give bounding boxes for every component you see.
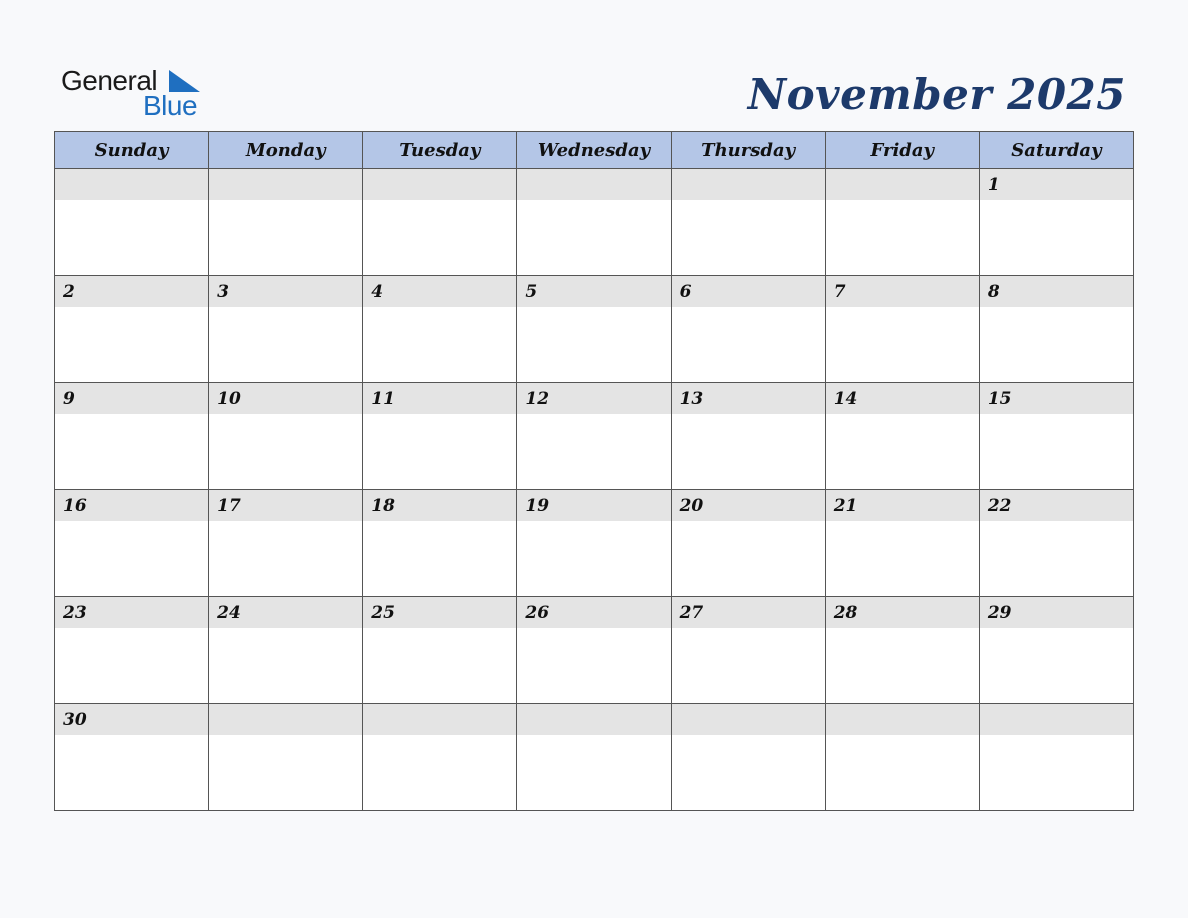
day-cell bbox=[979, 597, 1133, 704]
day-band bbox=[363, 276, 516, 307]
day-band bbox=[672, 383, 825, 414]
day-number: 9 bbox=[63, 389, 75, 409]
day-cell bbox=[517, 597, 671, 704]
day-cell bbox=[979, 276, 1133, 383]
day-band bbox=[363, 704, 516, 735]
day-number: 17 bbox=[217, 496, 241, 516]
day-band bbox=[826, 704, 979, 735]
weekday-monday: Monday bbox=[209, 132, 363, 169]
day-band bbox=[672, 276, 825, 307]
day-number: 27 bbox=[679, 603, 704, 623]
day-number: 22 bbox=[987, 496, 1012, 516]
day-cell bbox=[979, 490, 1133, 597]
day-cell bbox=[517, 490, 671, 597]
page-title: November 2025 bbox=[747, 70, 1126, 119]
day-number: 21 bbox=[833, 496, 858, 516]
weekday-friday: Friday bbox=[825, 132, 979, 169]
day-band bbox=[672, 704, 825, 735]
day-cell bbox=[363, 490, 517, 597]
day-cell bbox=[209, 169, 363, 276]
day-cell bbox=[671, 597, 825, 704]
day-cell bbox=[671, 383, 825, 490]
day-cell bbox=[517, 383, 671, 490]
day-band bbox=[55, 490, 208, 521]
day-cell bbox=[825, 704, 979, 811]
day-cell bbox=[363, 597, 517, 704]
day-band bbox=[980, 597, 1133, 628]
day-band bbox=[55, 383, 208, 414]
day-cell bbox=[209, 597, 363, 704]
day-cell bbox=[517, 276, 671, 383]
logo-text-blue: Blue bbox=[143, 90, 198, 121]
day-band bbox=[826, 383, 979, 414]
day-number: 2 bbox=[63, 282, 75, 302]
day-cell bbox=[517, 169, 671, 276]
day-band bbox=[209, 490, 362, 521]
day-band bbox=[826, 490, 979, 521]
day-cell bbox=[825, 383, 979, 490]
day-cell bbox=[671, 169, 825, 276]
day-band bbox=[363, 169, 516, 200]
day-number: 30 bbox=[63, 710, 87, 730]
day-cell bbox=[209, 383, 363, 490]
day-number: 4 bbox=[371, 282, 384, 302]
day-cell bbox=[671, 276, 825, 383]
day-cell bbox=[363, 383, 517, 490]
day-cell bbox=[979, 704, 1133, 811]
day-cell bbox=[209, 490, 363, 597]
day-band bbox=[363, 597, 516, 628]
day-number: 14 bbox=[833, 389, 858, 409]
day-band bbox=[55, 597, 208, 628]
day-band bbox=[980, 169, 1133, 200]
weekday-header-row bbox=[55, 132, 1134, 169]
day-number: 24 bbox=[217, 603, 241, 623]
day-cell bbox=[979, 383, 1133, 490]
day-number: 26 bbox=[525, 603, 550, 623]
week-row bbox=[55, 276, 1134, 383]
weekday-wednesday: Wednesday bbox=[517, 132, 671, 169]
day-cell bbox=[825, 597, 979, 704]
day-cell bbox=[825, 490, 979, 597]
week-row bbox=[55, 704, 1134, 811]
day-number: 28 bbox=[833, 603, 858, 623]
day-number: 29 bbox=[987, 603, 1012, 623]
day-band bbox=[826, 276, 979, 307]
day-cell bbox=[825, 169, 979, 276]
day-band bbox=[209, 276, 362, 307]
day-number: 12 bbox=[525, 389, 550, 409]
calendar-grid bbox=[54, 131, 1134, 811]
day-number: 23 bbox=[63, 603, 87, 623]
day-band bbox=[826, 597, 979, 628]
weekday-saturday: Saturday bbox=[979, 132, 1133, 169]
day-band bbox=[517, 276, 670, 307]
day-cell bbox=[55, 490, 209, 597]
day-cell bbox=[55, 597, 209, 704]
day-cell bbox=[825, 276, 979, 383]
day-band bbox=[209, 383, 362, 414]
day-band bbox=[55, 276, 208, 307]
day-band bbox=[209, 704, 362, 735]
day-band bbox=[826, 169, 979, 200]
day-number: 10 bbox=[217, 389, 241, 409]
day-band bbox=[980, 704, 1133, 735]
day-number: 19 bbox=[525, 496, 550, 516]
day-cell bbox=[55, 704, 209, 811]
weekday-sunday: Sunday bbox=[55, 132, 209, 169]
day-band bbox=[672, 490, 825, 521]
day-number: 13 bbox=[679, 389, 704, 409]
day-band bbox=[55, 704, 208, 735]
day-number: 16 bbox=[63, 496, 87, 516]
day-band bbox=[672, 169, 825, 200]
day-number: 20 bbox=[679, 496, 704, 516]
day-cell bbox=[55, 276, 209, 383]
day-number: 15 bbox=[987, 389, 1012, 409]
logo-text-general: General bbox=[61, 65, 158, 96]
day-number: 11 bbox=[371, 389, 395, 409]
day-cell bbox=[55, 383, 209, 490]
day-number: 6 bbox=[679, 282, 692, 302]
weekday-tuesday: Tuesday bbox=[363, 132, 517, 169]
day-band bbox=[363, 383, 516, 414]
day-number: 8 bbox=[987, 282, 1000, 302]
day-band bbox=[209, 169, 362, 200]
day-band bbox=[980, 383, 1133, 414]
day-number: 3 bbox=[217, 282, 229, 302]
day-number: 25 bbox=[371, 603, 395, 623]
day-band bbox=[209, 597, 362, 628]
week-row bbox=[55, 169, 1134, 276]
day-cell bbox=[671, 704, 825, 811]
week-row bbox=[55, 383, 1134, 490]
day-band bbox=[55, 169, 208, 200]
day-band bbox=[517, 490, 670, 521]
day-band bbox=[980, 276, 1133, 307]
day-band bbox=[672, 597, 825, 628]
day-number: 1 bbox=[987, 175, 1000, 195]
generalblue-logo bbox=[61, 64, 211, 124]
day-cell bbox=[209, 276, 363, 383]
day-band bbox=[517, 383, 670, 414]
day-band bbox=[517, 597, 670, 628]
day-cell bbox=[363, 169, 517, 276]
day-band bbox=[517, 704, 670, 735]
day-cell bbox=[517, 704, 671, 811]
day-number: 5 bbox=[525, 282, 538, 302]
day-cell bbox=[363, 704, 517, 811]
weekday-thursday: Thursday bbox=[671, 132, 825, 169]
day-cell bbox=[671, 490, 825, 597]
day-cell bbox=[55, 169, 209, 276]
day-band bbox=[980, 490, 1133, 521]
day-cell bbox=[979, 169, 1133, 276]
day-number: 7 bbox=[833, 282, 846, 302]
week-row bbox=[55, 490, 1134, 597]
day-band bbox=[517, 169, 670, 200]
day-cell bbox=[363, 276, 517, 383]
week-row bbox=[55, 597, 1134, 704]
day-number: 18 bbox=[371, 496, 395, 516]
day-band bbox=[363, 490, 516, 521]
day-cell bbox=[209, 704, 363, 811]
